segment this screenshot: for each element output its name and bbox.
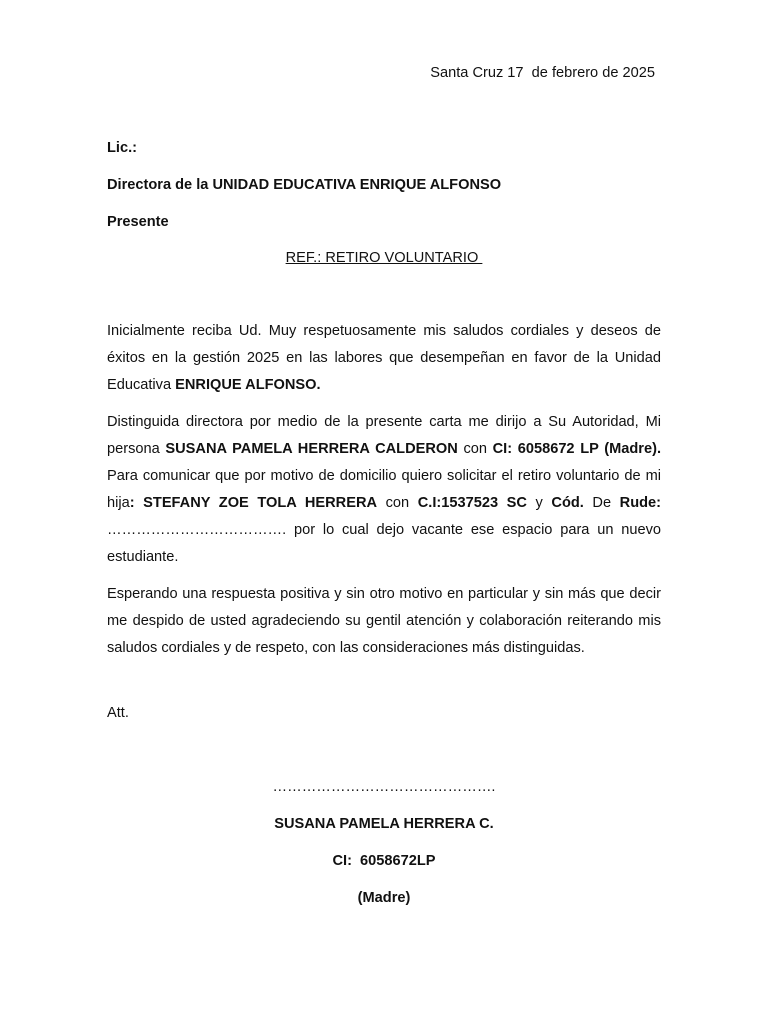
presente-label: Presente (107, 214, 169, 230)
paragraph-closing: Esperando una respuesta positiva y sin otro motivo en particular y sin más que decir me despido de usted agradeciendo su gentil atención y colaboración reiterando mis saludos cordiales y de respeto, con las consideraciones más distinguidas. (107, 586, 661, 656)
rude-label: Rude: (619, 495, 662, 511)
signer-role: (Madre) (357, 890, 411, 906)
request-text-1: Distinguida directora por medio de la presente carta me dirijo a Su Autoridad, Mi persona (107, 414, 661, 457)
student-ci: C.I:1537523 SC (417, 495, 527, 511)
cod-label: Cód. (551, 495, 584, 511)
student-name: STEFANY ZOE TOLA HERRERA (134, 495, 378, 511)
paragraph-greeting-text: Inicialmente reciba Ud. Muy respetuosamente mis saludos cordiales y deseos de éxitos en la gestión 2025 en las labores que desempeñan en favor de la Unidad Educativa (107, 323, 661, 393)
reference-line (107, 248, 661, 268)
recipient-title: Lic.: (107, 140, 137, 156)
signature-line: ………………………………………. (272, 779, 496, 795)
request-text-2: con (457, 441, 493, 457)
request-text-4: con (377, 495, 418, 511)
closing-att: Att. (107, 705, 129, 721)
recipient-position: Directora de la UNIDAD EDUCATIVA ENRIQUE ALFONSO (107, 177, 502, 193)
reference-text: REF.: RETIRO VOLUNTARIO (285, 250, 483, 266)
request-text-5: y (526, 495, 552, 511)
school-name: ENRIQUE ALFONSO. (175, 377, 321, 393)
parent-ci: CI: 6058672 LP (Madre). (492, 441, 662, 457)
colon: : (129, 495, 135, 511)
paragraph-request (107, 409, 661, 571)
request-text-3: Para comunicar que por motivo de domicilio quiero solicitar el retiro voluntario de mi hija (107, 468, 661, 511)
request-text-7: ………………………………. por lo cual dejo vacante ese espacio para un nuevo estudiante. (107, 522, 661, 565)
parent-name: SUSANA PAMELA HERRERA CALDERON (165, 441, 458, 457)
letter-date: Santa Cruz 17 de febrero de 2025 (430, 65, 655, 81)
paragraph-greeting (107, 318, 661, 399)
signer-name: SUSANA PAMELA HERRERA C. (274, 816, 494, 832)
signer-ci: CI: 6058672LP (332, 853, 436, 869)
request-text-6: De (583, 495, 620, 511)
